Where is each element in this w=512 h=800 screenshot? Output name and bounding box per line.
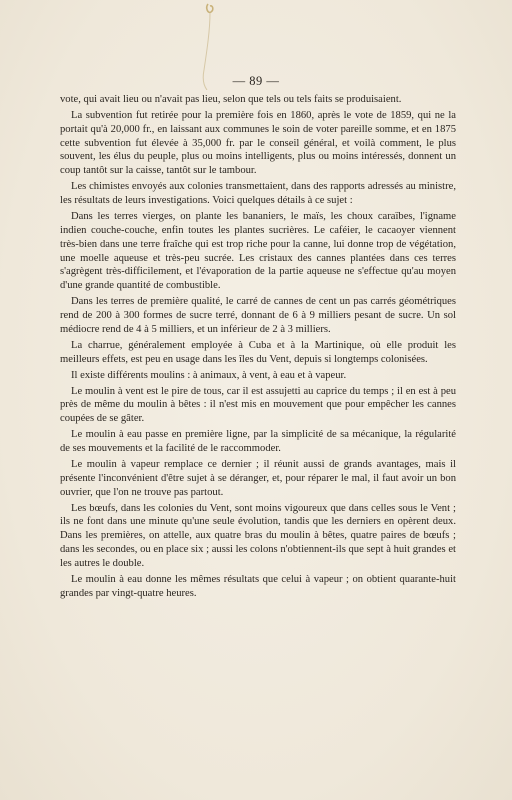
paragraph: Le moulin à vent est le pire de tous, car il est assujetti au caprice du temps ; il en est à peu près de même du moulin à bêtes : il n'est mis en mouvement que pour empêcher les cannes coupées de se gâter. <box>60 385 456 425</box>
paragraph: Les chimistes envoyés aux colonies transmettaient, dans des rapports adressés au ministre, les résultats de leurs investigations. Voici quelques détails à ce sujet : <box>60 181 456 207</box>
paragraph: La charrue, généralement employée à Cuba et à la Martinique, où elle produit les meilleurs effets, est peu en usage dans les îles du Vent, depuis si longtemps colonisées. <box>60 339 456 365</box>
page-number: — 89 — <box>232 74 280 88</box>
body-text <box>60 93 456 603</box>
paragraph: La subvention fut retirée pour la première fois en 1860, après le vote de 1859, qui ne la portait qu'à 20,000 fr., en laissant aux communes le soin de voter pareille somme, et en 1875 cette subvention fut élevée à 35,000 fr. par le conseil général, et voilà comment, le plus souvent, les élus du peuple, plus ou moins intelligents, plus ou moins intéressés, donnent un coup tantôt sur la caisse, tantôt sur le tambour. <box>60 109 456 177</box>
paragraph: vote, qui avait lieu ou n'avait pas lieu, selon que tels ou tels faits se produisaient. <box>60 94 402 105</box>
paragraph: Le moulin à eau passe en première ligne, par la simplicité de sa mécanique, la régularité de ses mouvements et la facilité de le raccommoder. <box>60 429 456 454</box>
paragraph: Les bœufs, dans les colonies du Vent, sont moins vigoureux que dans celles sous le Vent ; ils ne font dans une minute qu'une seule évolution, tandis que les derniers en opèrent deux. Dans les premières, on attelle, aux quatre bras du moulin à bêtes, quatre paires de bœufs ; dans les secondes, ou en place six ; aussi les colons n'obtiennent-ils que sept à huit grandes et les autres le double. <box>60 502 456 569</box>
paragraph: Dans les terres vierges, on plante les bananiers, le maïs, les choux caraïbes, l'igname indien couche-couche, enfin toutes les plantes sucrières. Le caféier, le cacaoyer viennent très-bien dans une terre fraîche qui est trop riche pour la canne, lui donne trop de végétation, une moelle aqueuse et très-peu sucrée. Les cristaux des cannes plantées dans ces terres s'agrègent très-difficilement, et l'évaporation de la partie aqueuse ne s'effectue qu'au moyen d'une grande quantité de combustible. <box>60 211 456 292</box>
paragraph: Dans les terres de première qualité, le carré de cannes de cent un pas carrés géométriques rend de 200 à 300 formes de sucre terré, donnant de 6 à 9 milliers pesant de sucre. Un sol médiocre rend de 4 à 5 milliers, et un inférieur de 2 à 3 milliers. <box>60 296 456 335</box>
paragraph: Le moulin à vapeur remplace ce dernier ; il réunit aussi de grands avantages, mais il présente l'inconvénient d'être sujet à se déranger, et, pour réparer le mal, il faut avoir un bon ouvrier, que l'on ne trouve pas partout. <box>60 458 456 498</box>
paragraph: Le moulin à eau donne les mêmes résultats que celui à vapeur ; on obtient quarante-huit grandes par vingt-quatre heures. <box>60 573 456 599</box>
paragraph: Il existe différents moulins : à animaux, à vent, à eau et à vapeur. <box>71 369 347 381</box>
